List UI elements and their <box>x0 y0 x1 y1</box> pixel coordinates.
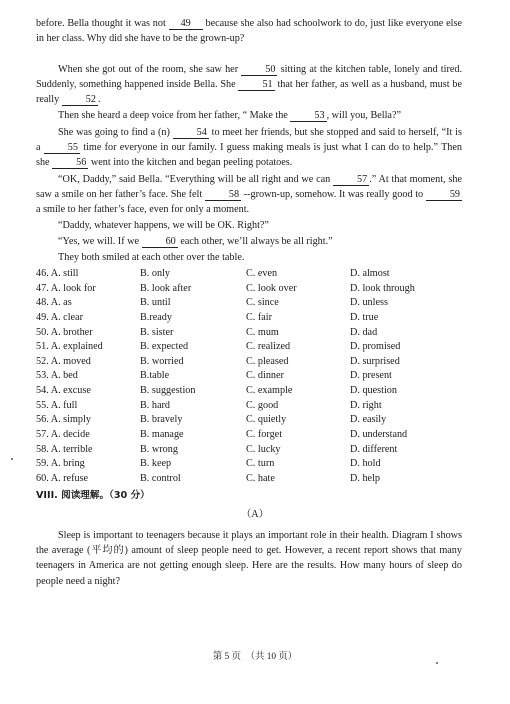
option-text: B. bravely <box>140 414 183 426</box>
option-text: C. hate <box>246 472 275 484</box>
option-text: C. realized <box>246 341 291 353</box>
option-text: B. hard <box>140 399 170 411</box>
option-text: B. manage <box>140 429 184 441</box>
passage-paragraph-4 <box>36 125 462 171</box>
section-title: VIII. 阅读理解。（30 分） <box>36 490 150 501</box>
option-row-58 <box>36 442 476 457</box>
blank-60: 60 <box>142 236 178 248</box>
option-text: C. quietly <box>246 414 287 426</box>
option-text: D. right <box>350 399 382 411</box>
option-text: D. easily <box>350 414 387 426</box>
option-row-60 <box>36 471 476 486</box>
option-text: D. dad <box>350 326 378 338</box>
text: that her father, as well as a husband, must be really <box>36 79 463 106</box>
blank-59: 59 <box>426 189 462 201</box>
option-text: B. wrong <box>140 443 178 455</box>
scan-speck <box>11 458 13 460</box>
option-row-50 <box>36 325 476 340</box>
text: a smile to her father’s face, even for only a moment. <box>36 204 250 216</box>
text: time for everyone in our family. I guess making meals is just what I can do to help.” Then she <box>36 142 462 169</box>
blank-54: 54 <box>173 127 209 139</box>
passage-paragraph-6: “Daddy, whatever happens, we will be OK. Right?” <box>58 220 269 231</box>
option-text: 48. A. as <box>36 297 72 309</box>
passage-paragraph-5 <box>36 172 462 218</box>
option-text: C. turn <box>246 458 275 470</box>
option-text: C. even <box>246 268 278 279</box>
option-text: C. dinner <box>246 370 284 382</box>
reading-intro: Sleep is important to teenagers because it plays an important role in their health. Diagram I shows the average (平均的) amount of sleep people need to get. However, a recent report shows that many teenagers in America are not getting enough sleep. Here are the results. How many hours of sleep do people need a night? <box>36 530 462 587</box>
option-text: D. unless <box>350 297 388 309</box>
blank-50: 50 <box>241 64 277 76</box>
text: Then she heard a deep voice from her father, “ Make the <box>58 110 291 121</box>
text: sitting at the kitchen table, lonely and tired. Suddenly, something happened inside Bella. She <box>36 64 462 91</box>
option-text: C. mum <box>246 326 279 338</box>
option-row-47 <box>36 281 476 296</box>
text: because she also had schoolwork to do, just like everyone else in her class. Why did she have to be the grown-up? <box>36 18 462 45</box>
option-row-56 <box>36 412 476 427</box>
passage-paragraph-8: They both smiled at each other over the table. <box>58 252 245 263</box>
passage-label: （A） <box>241 509 269 520</box>
option-row-49 <box>36 310 476 325</box>
option-row-53 <box>36 368 476 383</box>
option-text: B.ready <box>140 311 172 323</box>
option-row-51 <box>36 339 476 354</box>
option-text: D. different <box>350 443 398 455</box>
passage-paragraph-3 <box>36 108 462 123</box>
option-row-55 <box>36 398 476 413</box>
option-text: C. since <box>246 297 279 309</box>
option-text: C. example <box>246 385 293 397</box>
text: each other, we’ll always be all right.” <box>177 236 333 247</box>
option-row-57 <box>36 427 476 442</box>
scan-speck <box>436 662 438 664</box>
option-text: B. suggestion <box>140 385 196 397</box>
option-text: 57. A. decide <box>36 429 90 441</box>
text: “OK, Daddy,” said Bella. “Everything will be all right and we can <box>58 174 334 185</box>
option-text: D. question <box>350 385 397 397</box>
text: She was going to find a (n) <box>58 127 173 138</box>
option-text: C. good <box>246 399 279 411</box>
option-text: B. control <box>140 472 181 484</box>
option-text: C. look over <box>246 282 297 294</box>
option-text: 60. A. refuse <box>36 472 89 484</box>
option-text: C. fair <box>246 311 273 323</box>
option-text: D. look through <box>350 282 415 294</box>
text: “Yes, we will. If we <box>58 236 142 247</box>
blank-58: 58 <box>205 189 241 201</box>
option-text: 55. A. full <box>36 399 78 411</box>
text: to meet her friends, but she stopped and said to herself, “It is a <box>36 127 462 154</box>
options-list <box>36 266 476 486</box>
option-text: D. understand <box>350 429 408 441</box>
option-text: B. until <box>140 297 171 309</box>
option-text: C. forget <box>246 429 283 441</box>
blank-57: 57 <box>333 174 369 186</box>
option-row-54 <box>36 383 476 398</box>
option-text: 54. A. excuse <box>36 385 91 397</box>
option-text: 53. A. bed <box>36 370 78 382</box>
blank-55: 55 <box>44 142 80 154</box>
option-text: 46. A. still <box>36 268 79 279</box>
option-text: D. true <box>350 311 379 323</box>
passage-paragraph-1 <box>36 16 462 46</box>
text: When she got out of the room, she saw her <box>58 64 242 75</box>
option-text: D. hold <box>350 458 381 470</box>
option-text: 47. A. look for <box>36 282 96 294</box>
option-text: 59. A. bring <box>36 458 85 470</box>
text: before. Bella thought it was not <box>36 18 169 29</box>
option-text: 49. A. clear <box>36 311 83 323</box>
option-text: B. keep <box>140 458 172 470</box>
blank-53: 53 <box>290 110 326 122</box>
option-row-52 <box>36 354 476 369</box>
blank-52: 52 <box>62 94 98 106</box>
option-text: D. promised <box>350 341 401 353</box>
option-text: D. help <box>350 472 380 484</box>
text: , will you, Bella?” <box>326 110 401 121</box>
text: went into the kitchen and began peeling potatoes. <box>88 157 293 169</box>
blank-49: 49 <box>169 18 203 30</box>
blank-56: 56 <box>52 157 88 169</box>
option-text: B. worried <box>140 355 184 367</box>
passage-paragraph-2 <box>36 62 462 108</box>
option-text: 56. A. simply <box>36 414 91 426</box>
option-row-48 <box>36 295 476 310</box>
option-text: B. look after <box>140 282 192 294</box>
option-text: C. lucky <box>246 443 281 455</box>
option-text: D. present <box>350 370 392 382</box>
option-text: B. sister <box>140 326 174 338</box>
option-text: B. expected <box>140 341 189 353</box>
text: .” At that moment, she saw a smile on her father’s face. She felt <box>36 174 462 201</box>
blank-51: 51 <box>238 79 274 91</box>
text: . <box>97 94 101 106</box>
option-text: C. pleased <box>246 355 289 367</box>
option-text: 52. A. moved <box>36 355 91 367</box>
option-row-46 <box>36 266 476 281</box>
option-text: D. almost <box>350 268 390 279</box>
text: --grown-up, somehow. It was really good to <box>241 189 426 201</box>
passage-paragraph-7 <box>36 234 462 249</box>
option-row-59 <box>36 456 476 471</box>
option-text: B. only <box>140 268 171 279</box>
option-text: 58. A. terrible <box>36 443 93 455</box>
page-footer: 第 5 页 （共 10 页） <box>212 652 298 662</box>
option-text: 50. A. brother <box>36 326 93 338</box>
option-text: D. surprised <box>350 355 400 367</box>
option-text: B.table <box>140 370 170 382</box>
option-text: 51. A. explained <box>36 341 103 353</box>
